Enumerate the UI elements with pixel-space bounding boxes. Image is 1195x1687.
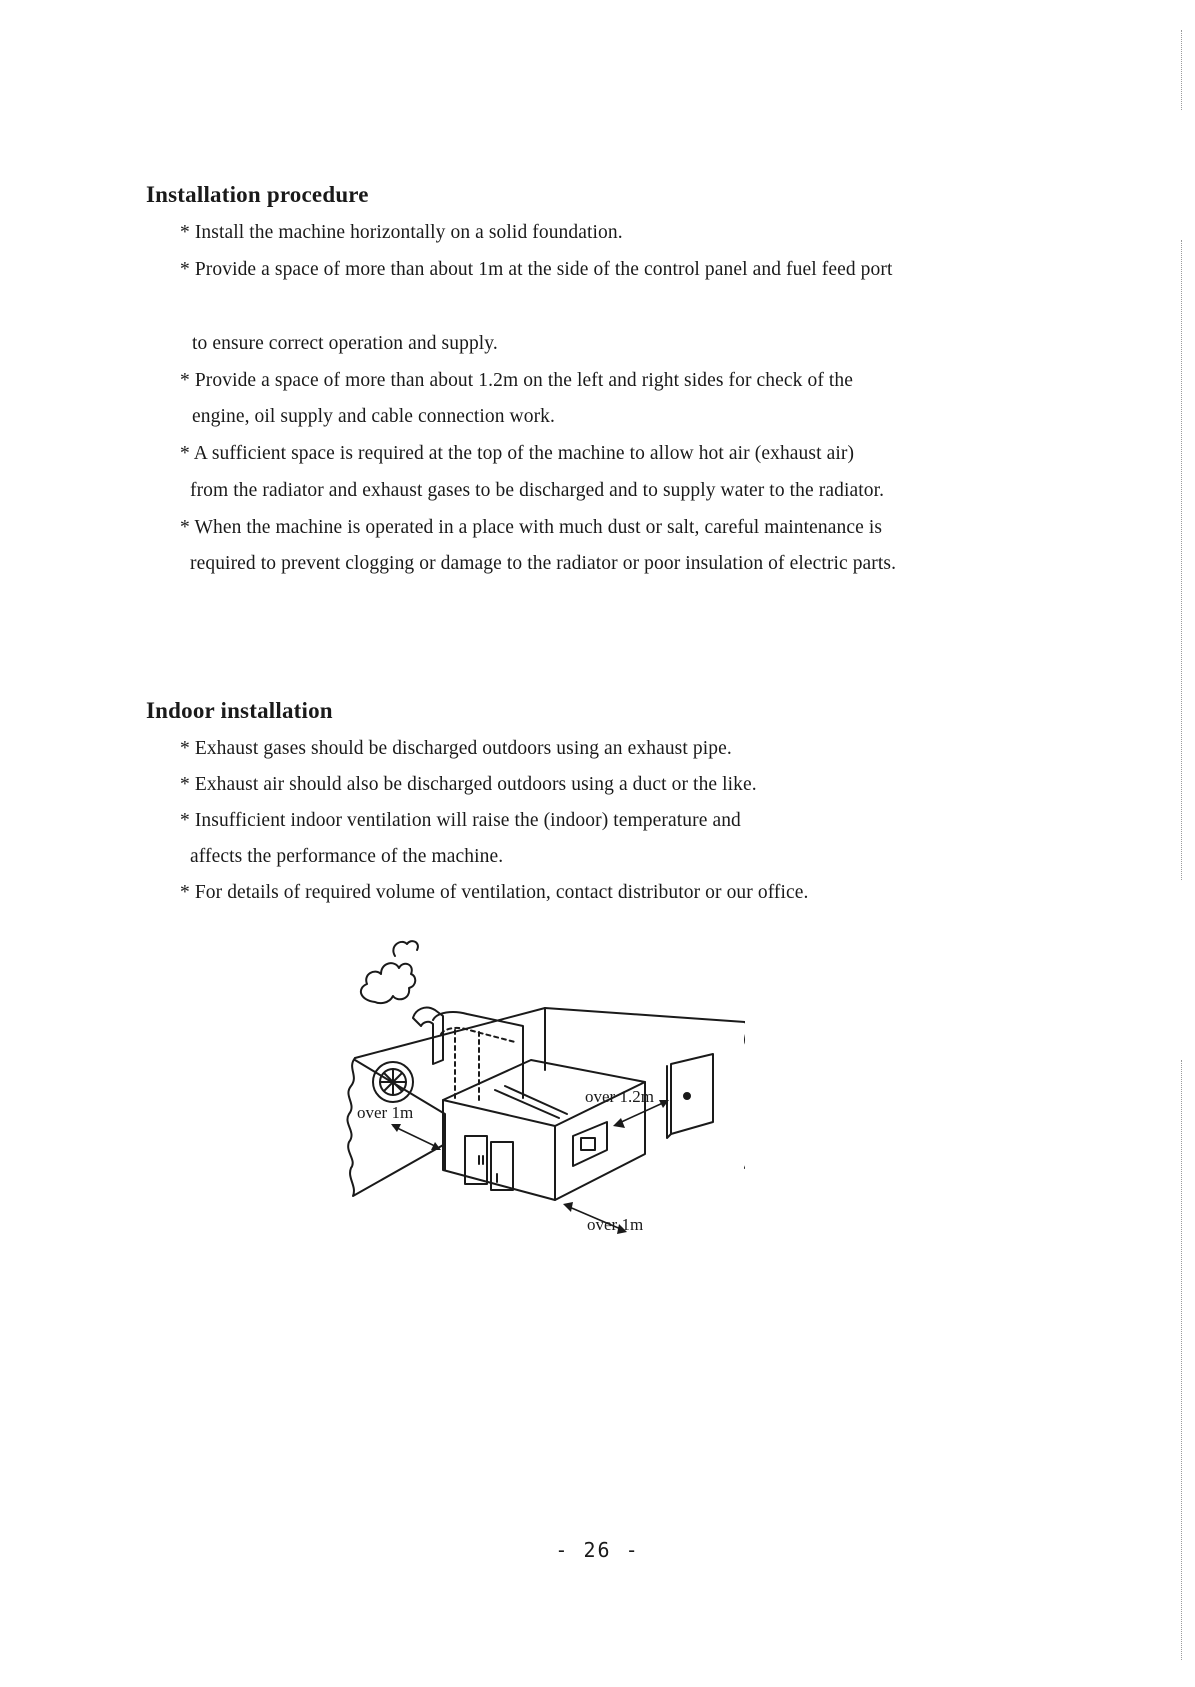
installation-line: * Install the machine horizontally on a solid foundation. [180, 222, 623, 243]
label-front-clearance: over 1m [587, 1215, 644, 1234]
generator-unit [443, 1060, 645, 1200]
installation-heading: Installation procedure [146, 182, 369, 207]
installation-line: from the radiator and exhaust gases to be discharged and to supply water to the radiator. [190, 480, 885, 501]
indoor-line: * Insufficient indoor ventilation will raise the (indoor) temperature and [180, 810, 741, 831]
installation-line: * Provide a space of more than about 1.2m on the left and right sides for check of the [180, 370, 854, 391]
label-left-clearance: over 1m [357, 1103, 414, 1122]
installation-line: * A sufficient space is required at the top of the machine to allow hot air (exhaust air) [180, 443, 855, 464]
installation-line: * When the machine is operated in a place with much dust or salt, careful maintenance is [180, 517, 883, 538]
back-wall [355, 1008, 745, 1168]
installation-line: required to prevent clogging or damage to the radiator or poor insulation of electric parts. [190, 553, 897, 574]
clearance-arrow-left [393, 1126, 439, 1148]
indoor-line: * Exhaust air should also be discharged outdoors using a duct or the like. [180, 774, 757, 795]
margin-dots-upper [1181, 30, 1182, 110]
indoor-line: * For details of required volume of ventilation, contact distributor or our office. [180, 882, 809, 903]
indoor-line: affects the performance of the machine. [190, 846, 504, 867]
indoor-installation-diagram [345, 930, 745, 1270]
page-number: - 26 - [555, 1538, 640, 1562]
label-right-clearance: over 1.2m [585, 1087, 654, 1106]
installation-line: to ensure correct operation and supply. [192, 333, 498, 354]
margin-dots-middle [1181, 240, 1182, 880]
installation-line: * Provide a space of more than about 1m at the side of the control panel and fuel feed port [180, 259, 893, 280]
indoor-line: * Exhaust gases should be discharged outdoors using an exhaust pipe. [180, 738, 732, 759]
exhaust-smoke-icon [361, 963, 415, 1003]
indoor-heading: Indoor installation [146, 698, 333, 723]
room-door [671, 1054, 713, 1134]
control-panel [573, 1122, 607, 1166]
installation-line: engine, oil supply and cable connection work. [192, 406, 555, 427]
margin-dots-lower [1181, 1060, 1182, 1660]
